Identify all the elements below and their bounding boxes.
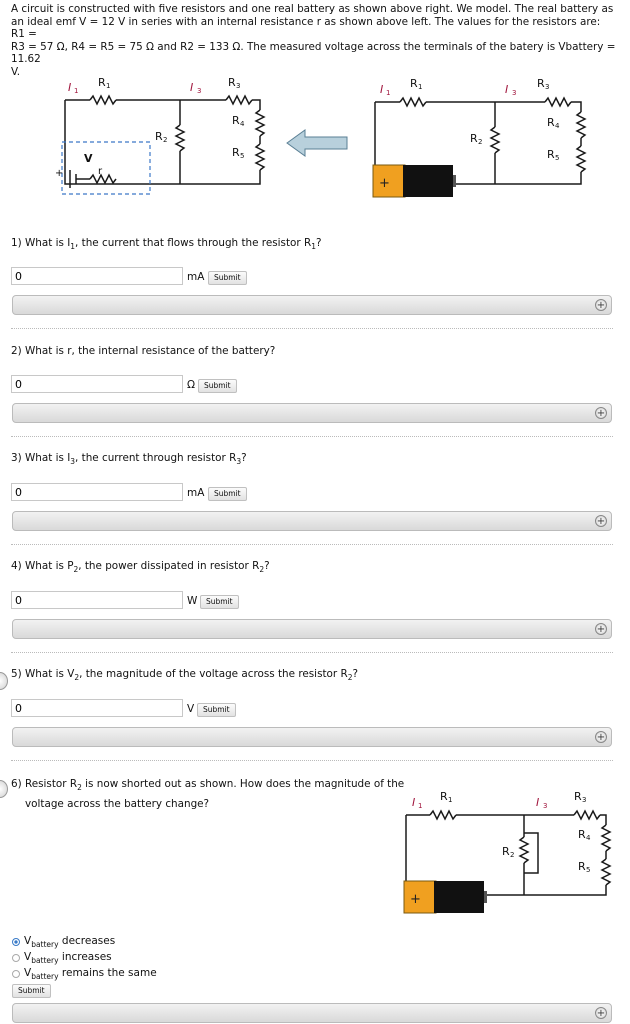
expand-plus-icon[interactable]: +: [596, 732, 606, 743]
model-circuit-diagram: [50, 70, 275, 200]
svg-text:1: 1: [106, 82, 111, 90]
divider: [11, 328, 613, 329]
question-2-hint-bar[interactable]: [12, 403, 612, 423]
label-I1: I: [68, 81, 72, 94]
svg-text:R: R: [502, 845, 510, 858]
intro-line-3: R3 = 57 Ω, R4 = R5 = 75 Ω and R2 = 133 Ω. The measured voltage across the terminals of the batery is Vbattery = 11.62: [11, 40, 616, 65]
question-3-submit-button[interactable]: Submit: [208, 487, 247, 501]
svg-text:I: I: [536, 796, 540, 809]
question-1-hint-bar[interactable]: [12, 295, 612, 315]
internal-resistor: [90, 175, 116, 183]
question-4-submit-button[interactable]: Submit: [200, 595, 239, 609]
svg-text:5: 5: [555, 154, 560, 162]
question-1-unit: mA: [187, 271, 205, 283]
radio-button[interactable]: [12, 954, 20, 962]
label-R5: R: [232, 146, 240, 159]
svg-text:3: 3: [512, 89, 517, 97]
option-increases[interactable]: $V_{battery}$ increases: [12, 951, 112, 965]
svg-text:1: 1: [386, 89, 391, 97]
svg-text:R: R: [410, 77, 418, 90]
svg-text:3: 3: [543, 802, 548, 810]
real-circuit-diagram: [365, 70, 605, 210]
svg-text:3: 3: [582, 796, 587, 804]
r1-resistor: [400, 98, 426, 106]
r3-resistor: [545, 98, 571, 106]
svg-text:1: 1: [448, 796, 453, 804]
svg-text:4: 4: [586, 834, 591, 842]
question-5-unit: V: [187, 703, 195, 715]
shorted-circuit-diagram: [398, 785, 620, 920]
question-4-unit: W: [187, 595, 198, 607]
question-2-prompt: 2) What is r, the internal resistance of the battery?: [11, 345, 276, 357]
question-2-unit: Ω: [187, 379, 196, 391]
radio-button-checked[interactable]: [12, 938, 20, 946]
svg-text:1: 1: [74, 87, 79, 95]
r4-resistor: [602, 825, 610, 851]
intro-line-4: V.: [11, 65, 21, 78]
label-R2: R: [155, 130, 163, 143]
question-4-prompt: 4) What is $P_2$, the power dissipated in resistor $R_2$?: [11, 560, 270, 575]
svg-text:I: I: [412, 796, 416, 809]
svg-text:3: 3: [545, 83, 550, 91]
svg-text:I: I: [505, 83, 509, 96]
option-remains-same[interactable]: $V_{battery}$ remains the same: [12, 967, 157, 981]
expand-plus-icon[interactable]: +: [596, 408, 606, 419]
option-decreases[interactable]: $V_{battery}$ decreases: [12, 935, 115, 949]
expand-plus-icon[interactable]: +: [596, 1008, 606, 1019]
question-2-answer-input[interactable]: [11, 375, 183, 393]
problem-statement: [11, 3, 617, 78]
question-5-hint-bar[interactable]: [12, 727, 612, 747]
svg-text:2: 2: [478, 138, 483, 146]
r4-resistor: [256, 110, 264, 136]
divider: [11, 436, 613, 437]
question-2-submit-button[interactable]: Submit: [198, 379, 237, 393]
r5-resistor: [256, 144, 264, 170]
side-nav-tab[interactable]: [0, 780, 8, 798]
divider: [11, 760, 613, 761]
label-r: r: [98, 166, 103, 177]
r3-resistor: [226, 96, 252, 104]
label-I3: I: [190, 81, 194, 94]
radio-button[interactable]: [12, 970, 20, 978]
r5-resistor: [577, 146, 585, 172]
svg-text:+: +: [379, 176, 390, 191]
svg-text:I: I: [380, 83, 384, 96]
svg-text:+: +: [410, 892, 421, 907]
question-3-unit: mA: [187, 487, 205, 499]
question-5-prompt: 5) What is $V_2$, the magnitude of the voltage across the resistor $R_2$?: [11, 668, 358, 683]
question-6-hint-bar[interactable]: [12, 1003, 612, 1023]
side-nav-tab[interactable]: [0, 672, 8, 690]
svg-text:1: 1: [418, 802, 423, 810]
svg-text:4: 4: [555, 122, 560, 130]
label-R1: R: [98, 76, 106, 89]
intro-line-2: an ideal emf V = 12 V in series with an internal resistance r as shown above left. The values for the resistors are: R1 =: [11, 15, 601, 40]
question-4-answer-input[interactable]: [11, 591, 183, 609]
intro-line-1: A circuit is constructed with five resistors and one real battery as shown above right. We model. The real battery as: [11, 3, 614, 15]
label-V: V: [84, 152, 93, 165]
question-6-prompt: 6) Resistor $R_2$ is now shorted out as shown. How does the magnitude of the voltage across the battery change?: [11, 778, 405, 811]
label-R4: R: [232, 114, 240, 127]
question-6-submit-button[interactable]: Submit: [12, 984, 51, 998]
r1-resistor: [90, 96, 116, 104]
svg-text:4: 4: [240, 120, 245, 128]
question-4-hint-bar[interactable]: [12, 619, 612, 639]
svg-text:3: 3: [236, 82, 241, 90]
expand-plus-icon[interactable]: +: [596, 300, 606, 311]
r2-resistor: [176, 125, 184, 151]
svg-text:R: R: [440, 790, 448, 803]
svg-text:R: R: [578, 828, 586, 841]
expand-plus-icon[interactable]: +: [596, 624, 606, 635]
label-plus: +: [55, 168, 64, 179]
r1-resistor: [430, 811, 456, 819]
svg-text:5: 5: [240, 152, 245, 160]
question-3-prompt: 3) What is $I_3$, the current through resistor $R_3$?: [11, 452, 247, 467]
label-R3: R: [228, 76, 236, 89]
svg-text:R: R: [537, 77, 545, 90]
left-arrow-icon: [285, 128, 350, 158]
expand-plus-icon[interactable]: +: [596, 516, 606, 527]
question-3-answer-input[interactable]: [11, 483, 183, 501]
svg-text:1: 1: [418, 83, 423, 91]
r4-resistor: [577, 112, 585, 138]
r3-resistor: [574, 811, 600, 819]
question-5-answer-input[interactable]: [11, 699, 183, 717]
r2-resistor: [491, 127, 499, 153]
svg-text:3: 3: [197, 87, 202, 95]
svg-text:R: R: [547, 116, 555, 129]
svg-text:5: 5: [586, 866, 591, 874]
divider: [11, 544, 613, 545]
svg-text:R: R: [547, 148, 555, 161]
r2-resistor: [520, 837, 528, 863]
svg-text:R: R: [574, 790, 582, 803]
question-1-answer-input[interactable]: [11, 267, 183, 285]
question-5-submit-button[interactable]: Submit: [197, 703, 236, 717]
divider: [11, 652, 613, 653]
svg-text:R: R: [578, 860, 586, 873]
r5-resistor: [602, 859, 610, 885]
question-3-hint-bar[interactable]: [12, 511, 612, 531]
svg-text:R: R: [470, 132, 478, 145]
question-1-prompt: 1) What is $I_1$, the current that flows through the resistor $R_1$?: [11, 237, 322, 252]
svg-text:2: 2: [163, 136, 168, 144]
question-1-submit-button[interactable]: Submit: [208, 271, 247, 285]
svg-text:2: 2: [510, 851, 515, 859]
